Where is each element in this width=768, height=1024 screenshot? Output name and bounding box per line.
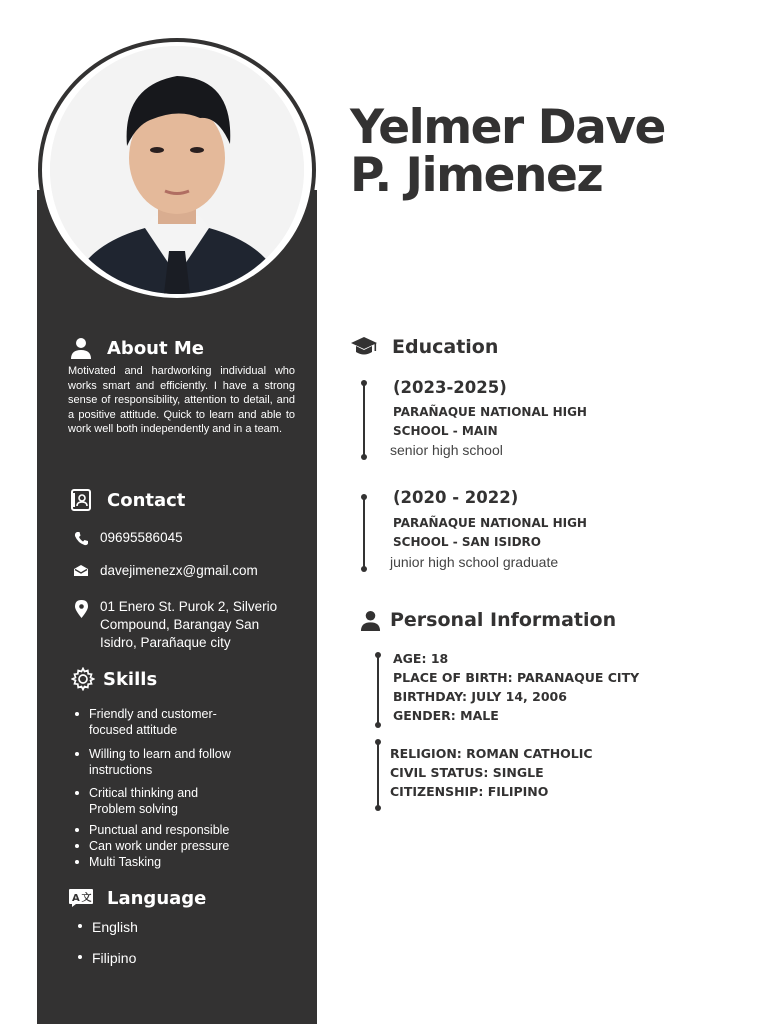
contact-card-icon	[68, 488, 94, 512]
personal-field: CIVIL STATUS: SINGLE	[390, 765, 544, 780]
location-pin-icon	[72, 598, 90, 618]
education-level: junior high school graduate	[390, 554, 559, 570]
skill-line: Friendly and customer-	[89, 707, 217, 721]
address-line: Isidro, Parañaque city	[100, 635, 231, 650]
skill-item	[75, 822, 231, 838]
language-item: Filipino	[78, 949, 138, 967]
language-item: English	[78, 918, 138, 936]
education-level: senior high school	[390, 442, 503, 458]
person-icon	[360, 610, 381, 631]
skill-line: Can work under pressure	[89, 839, 230, 853]
contact-title: Contact	[107, 489, 186, 511]
education-years: (2020 - 2022)	[393, 488, 519, 507]
personal-info-heading	[360, 609, 616, 631]
svg-text:文: 文	[81, 893, 92, 904]
personal-field: BIRTHDAY: JULY 14, 2006	[393, 689, 567, 704]
email-address[interactable]: davejimenezx@gmail.com	[100, 563, 258, 578]
timeline-education-1	[361, 380, 367, 462]
name-line-1: Yelmer Dave	[350, 100, 665, 155]
address-line: 01 Enero St. Purok 2, Silverio	[100, 599, 278, 614]
timeline-personal-2	[375, 739, 381, 813]
education-school	[393, 403, 587, 440]
personal-field: RELIGION: ROMAN CATHOLIC	[390, 746, 593, 761]
address-text	[100, 598, 277, 652]
about-title: About Me	[107, 337, 204, 359]
personal-group-1	[393, 649, 639, 725]
full-name	[350, 100, 665, 203]
school-line: SCHOOL - MAIN	[393, 423, 498, 438]
about-text: Motivated and hardworking individual who works smart and efficiently. I have a strong sense of responsibility, attention to detail, and a positive attitude. Quick to learn and able to work well both independently and in a team.	[68, 365, 295, 436]
language-list	[78, 918, 138, 967]
personal-field: GENDER: MALE	[393, 708, 499, 723]
phone-number[interactable]: 09695586045	[100, 530, 183, 545]
skill-line: Punctual and responsible	[89, 823, 230, 837]
school-line: PARAÑAQUE NATIONAL HIGH	[393, 516, 587, 530]
skills-heading	[70, 667, 157, 691]
school-line: PARAÑAQUE NATIONAL HIGH	[393, 405, 587, 419]
skill-line: instructions	[89, 763, 153, 777]
skill-line: Problem solving	[89, 802, 178, 816]
language-heading	[68, 886, 206, 910]
personal-field: AGE: 18	[393, 651, 449, 666]
education-years: (2023-2025)	[393, 378, 507, 397]
skill-item	[75, 706, 231, 738]
personal-field: PLACE OF BIRTH: PARANAQUE CITY	[393, 670, 640, 685]
skill-item	[75, 785, 231, 817]
timeline-personal-1	[375, 652, 381, 730]
language-title: Language	[107, 887, 207, 909]
personal-group-2	[390, 744, 593, 801]
profile-photo	[50, 46, 304, 294]
about-heading	[68, 336, 204, 360]
education-school	[393, 514, 587, 551]
skill-item	[75, 854, 231, 870]
envelope-icon	[72, 562, 90, 577]
education-heading	[350, 336, 498, 358]
phone-icon	[72, 529, 90, 546]
contact-email	[72, 562, 258, 580]
skill-line: Multi Tasking	[89, 855, 162, 869]
personal-info-title: Personal Information	[390, 609, 617, 631]
skill-item	[75, 746, 231, 778]
address-line: Compound, Barangay San	[100, 617, 260, 632]
skills-title: Skills	[103, 668, 158, 690]
education-title: Education	[392, 336, 499, 358]
translate-icon	[68, 886, 94, 910]
contact-phone	[72, 529, 183, 547]
timeline-education-2	[361, 494, 367, 574]
gear-icon	[70, 667, 96, 691]
personal-field: CITIZENSHIP: FILIPINO	[390, 784, 549, 799]
skill-line: focused attitude	[89, 723, 178, 737]
person-icon	[68, 336, 94, 360]
graduation-cap-icon	[350, 336, 378, 358]
contact-address	[72, 598, 277, 652]
svg-text:A: A	[72, 893, 80, 904]
school-line: SCHOOL - SAN ISIDRO	[393, 534, 542, 549]
name-line-2: P. Jimenez	[350, 148, 603, 203]
skill-item	[75, 838, 231, 854]
skill-line: Willing to learn and follow	[89, 747, 231, 761]
skill-line: Critical thinking and	[89, 786, 199, 800]
contact-heading	[68, 488, 185, 512]
skills-list	[75, 706, 231, 870]
